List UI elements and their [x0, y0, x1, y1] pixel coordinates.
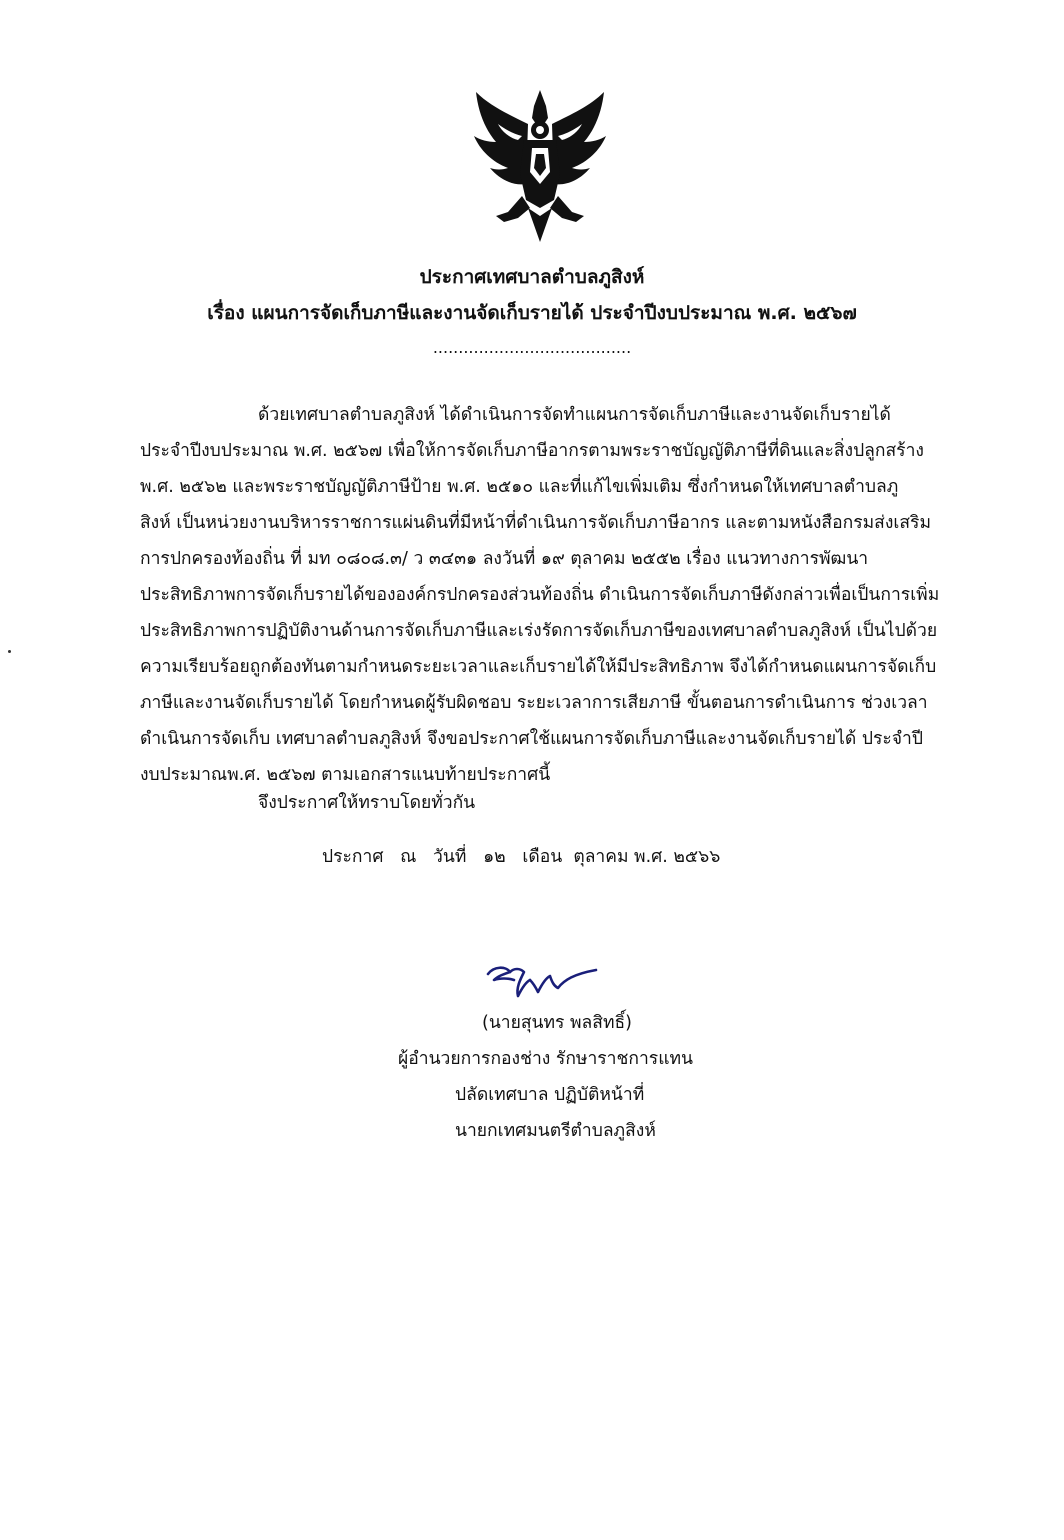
signatory-name: (นายสุนทร พลสิทธิ์): [482, 1013, 632, 1033]
body-line: ความเรียบร้อยถูกต้องทันตามกำหนดระยะเวลาและเก็บรายได้ให้มีประสิทธิภาพ จึงได้กำหนดแผนการจัดเก็บ: [140, 657, 937, 677]
scan-speck: [8, 650, 11, 653]
body-line: งบประมาณพ.ศ. ๒๕๖๗ ตามเอกสารแนบท้ายประกาศนี้: [140, 765, 551, 785]
closing-statement: จึงประกาศให้ทราบโดยทั่วกัน: [258, 793, 476, 813]
signatory-position: ผู้อำนวยการกองช่าง รักษาราชการแทน: [398, 1049, 693, 1069]
body-line: พ.ศ. ๒๕๖๒ และพระราชบัญญัติภาษีป้าย พ.ศ. ๒๕๑๐ และที่แก้ไขเพิ่มเติม ซึ่งกำหนดให้เทศบาลตำบลภู: [140, 477, 899, 497]
body-line: สิงห์ เป็นหน่วยงานบริหารราชการแผ่นดินที่มีหน้าที่ดำเนินการจัดเก็บภาษีอากร และตามหนังสือกรมส่งเสริม: [140, 513, 931, 533]
body-line: ภาษีและงานจัดเก็บรายได้ โดยกำหนดผู้รับผิดชอบ ระยะเวลาการเสียภาษี ขั้นตอนการดำเนินการ ช่วงเวลา: [140, 693, 928, 713]
body-line: ประสิทธิภาพการปฏิบัติงานด้านการจัดเก็บภาษีและเร่งรัดการจัดเก็บภาษีของเทศบาลตำบลภูสิงห์ เป็นไปด้วย: [140, 621, 938, 641]
body-line: ด้วยเทศบาลตำบลภูสิงห์ ได้ดำเนินการจัดทำแผนการจัดเก็บภาษีและงานจัดเก็บรายได้: [258, 405, 891, 425]
signatory-position: นายกเทศมนตรีตำบลภูสิงห์: [455, 1121, 656, 1141]
title-separator: .......................................: [432, 338, 632, 357]
handwritten-signature: [480, 958, 604, 1004]
garuda-emblem-icon: [468, 84, 612, 244]
body-line: ดำเนินการจัดเก็บ เทศบาลตำบลภูสิงห์ จึงขอประกาศใช้แผนการจัดเก็บภาษีและงานจัดเก็บรายได้ ประจำปี: [140, 729, 923, 749]
announcement-title: ประกาศเทศบาลตำบลภูสิงห์: [419, 266, 645, 288]
announcement-subject: เรื่อง แผนการจัดเก็บภาษีและงานจัดเก็บรายได้ ประจำปีงบประมาณ พ.ศ. ๒๕๖๗: [207, 302, 857, 324]
body-line: ประจำปีงบประมาณ พ.ศ. ๒๕๖๗ เพื่อให้การจัดเก็บภาษีอากรตามพระราชบัญญัติภาษีที่ดินและสิ่งปลูกสร้าง: [140, 441, 924, 461]
announcement-date: ประกาศ ณ วันที่ ๑๒ เดือน ตุลาคม พ.ศ. ๒๕๖๖: [322, 847, 721, 867]
signatory-position: ปลัดเทศบาล ปฏิบัติหน้าที่: [455, 1085, 645, 1105]
body-line: การปกครองท้องถิ่น ที่ มท ๐๘๐๘.๓/ ว ๓๔๓๑ ลงวันที่ ๑๙ ตุลาคม ๒๕๕๒ เรื่อง แนวทางการพัฒนา: [140, 549, 869, 569]
body-line: ประสิทธิภาพการจัดเก็บรายได้ขององค์กรปกครองส่วนท้องถิ่น ดำเนินการจัดเก็บภาษีดังกล่าวเพื่อเป็นการเพิ่ม: [140, 585, 940, 605]
